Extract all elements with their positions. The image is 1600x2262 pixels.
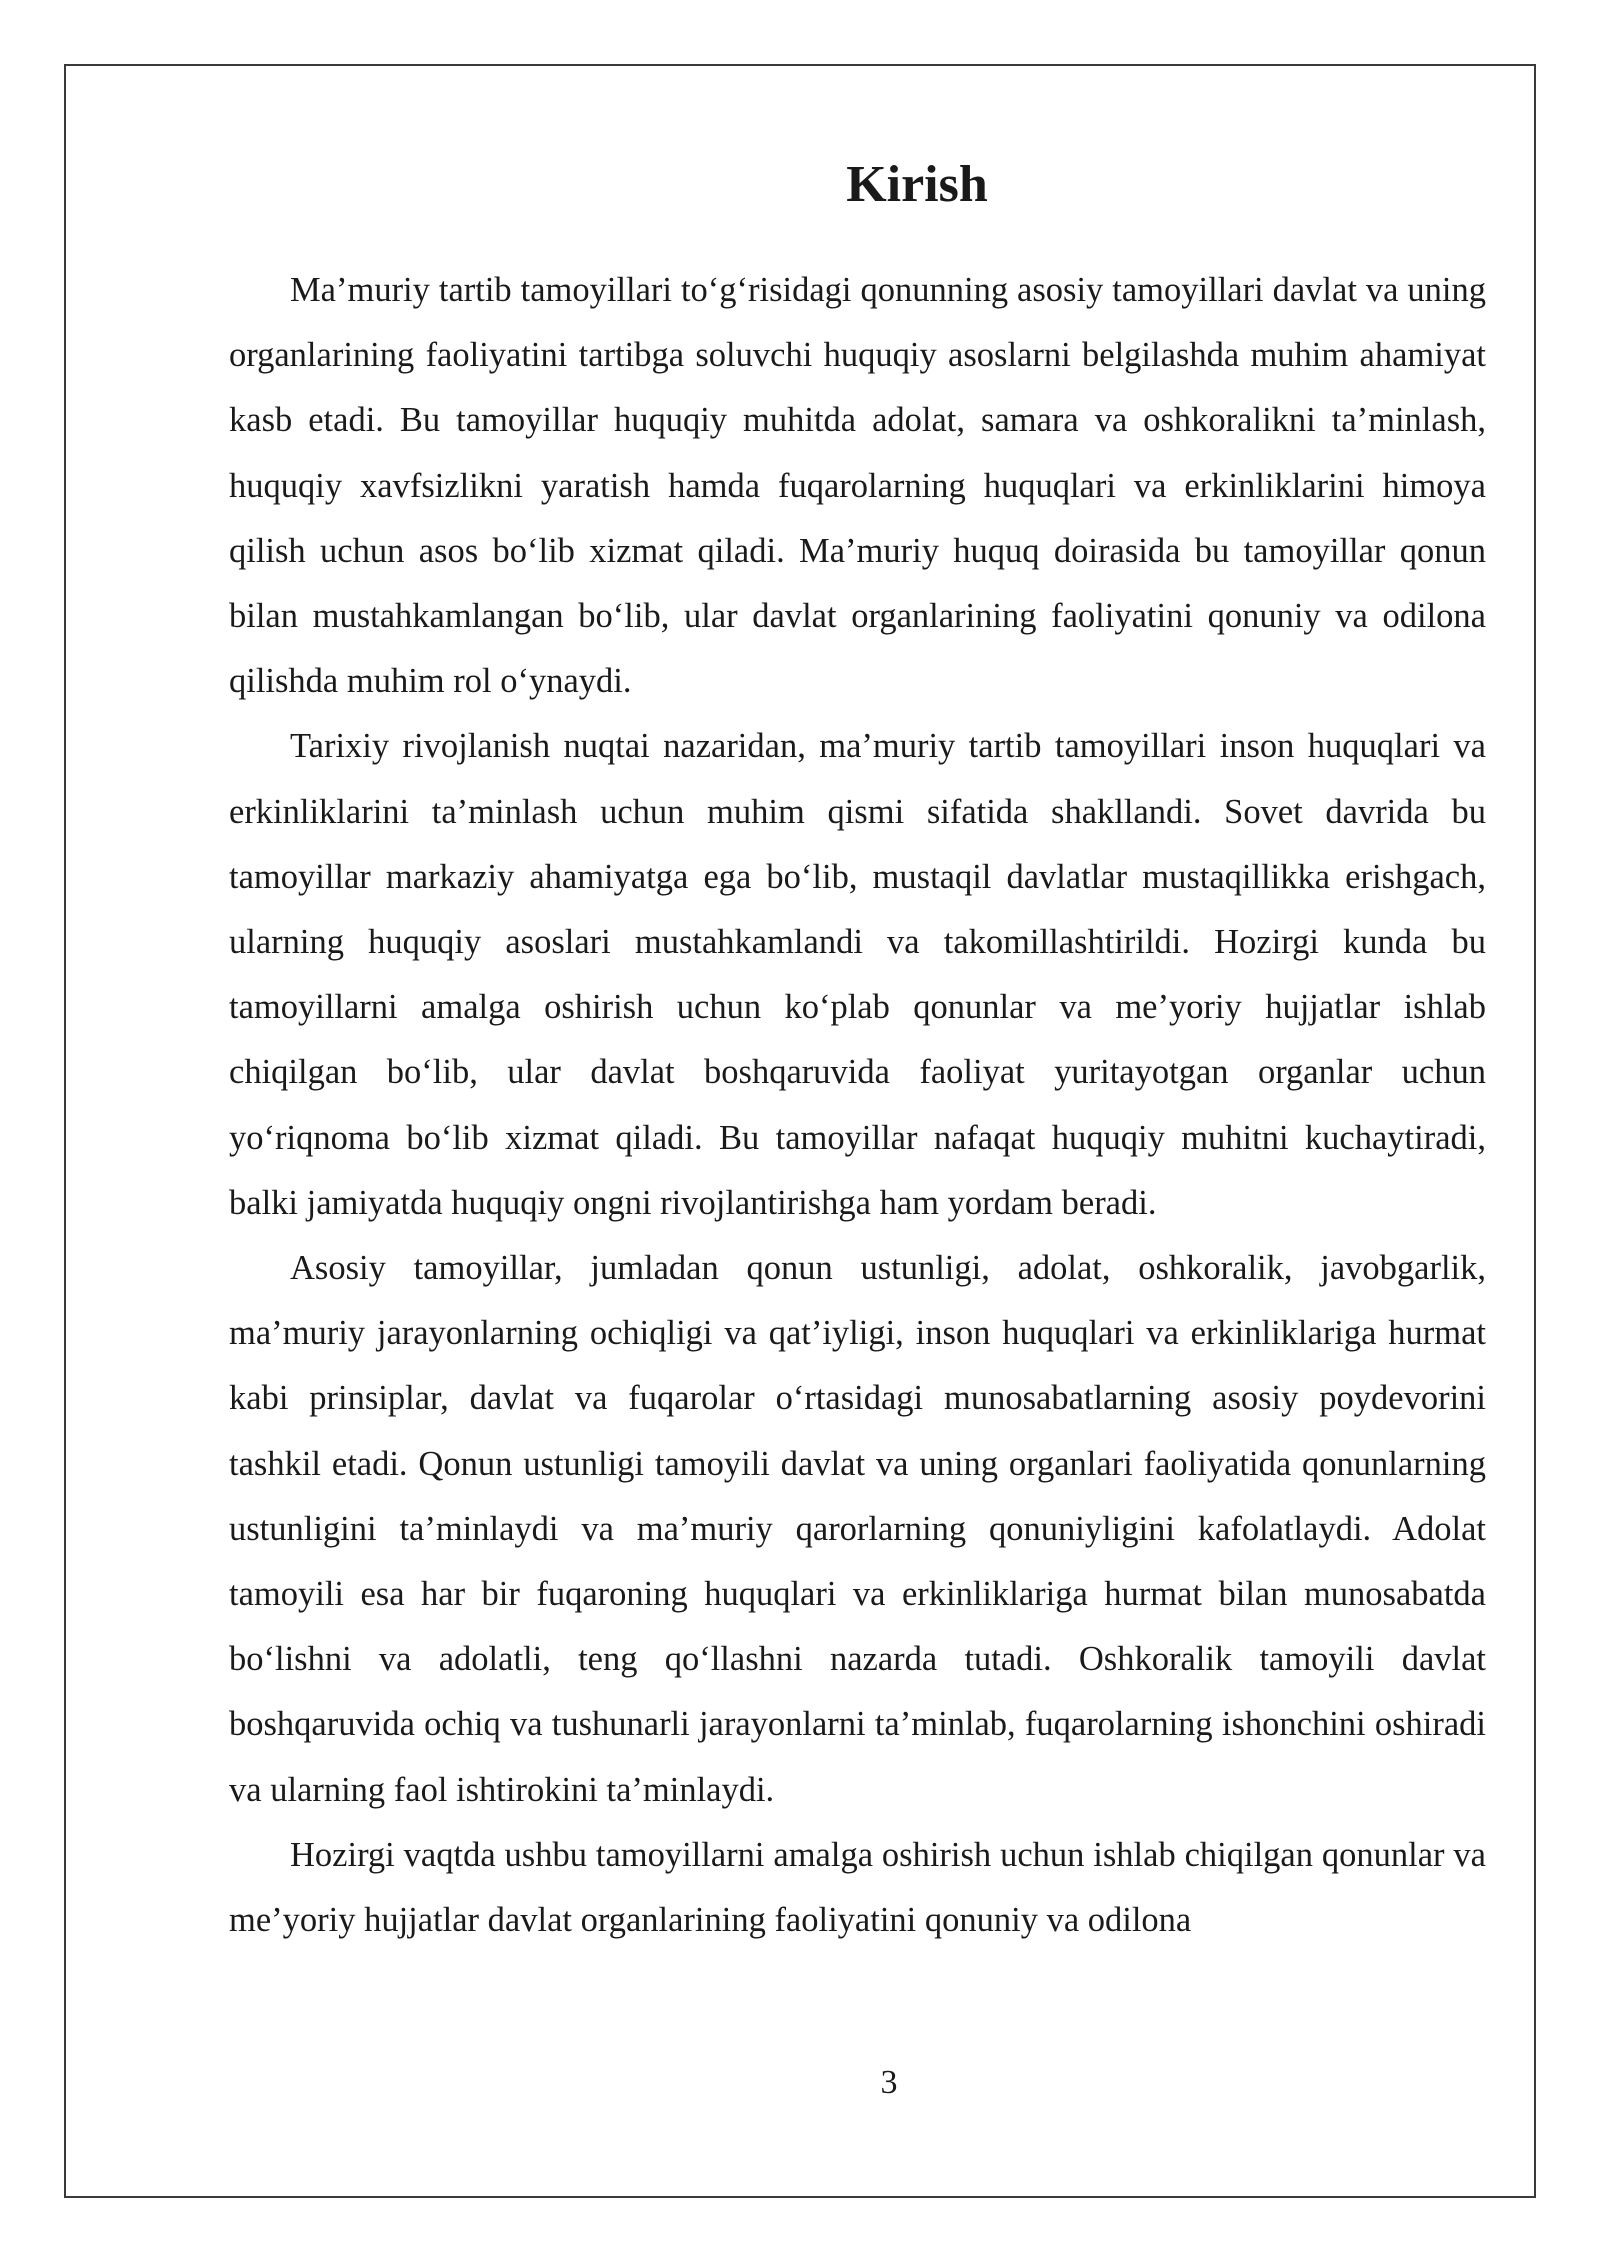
section-title: Kirish xyxy=(846,156,988,213)
paragraph-2: Tarixiy rivojlanish nuqtai nazaridan, ma’muriy tartib tamoyillari inson huquqlari va erkinliklarini ta’minlash uchun muhim qismi sifatida shakllandi. Sovet davrida bu tamoyillar markaziy ahamiyatga ega bo‘lib, mustaqil davlatlar mustaqillikka erishgach, ularning huquqiy asoslari mustahkamlandi va takomillashtirildi. Hozirgi kunda bu tamoyillarni amalga oshirish uchun ko‘plab qonunlar va me’yoriy hujjatlar ishlab chiqilgan bo‘lib, ular davlat boshqaruvida faoliyat yuritayotgan organlar uchun yo‘riqnoma bo‘lib xizmat qiladi. Bu tamoyillar nafaqat huquqiy muhitni kuchaytiradi, balki jamiyatda huquqiy ongni rivojlantirishga ham yordam beradi. xyxy=(229,727,1486,1222)
page-number: 3 xyxy=(880,2064,898,2101)
paragraph-4: Hozirgi vaqtda ushbu tamoyillarni amalga oshirish uchun ishlab chiqilgan qonunlar va me’yoriy hujjatlar davlat organlarining faoliyatini qonuniy va odilona xyxy=(229,1835,1486,1940)
paragraph-1: Ma’muriy tartib tamoyillari to‘g‘risidagi qonunning asosiy tamoyillari davlat va uning organlarining faoliyatini tartibga soluvchi huquqiy asoslarni belgilashda muhim ahamiyat kasb etadi. Bu tamoyillar huquqiy muhitda adolat, samara va oshkoralikni ta’minlash, huquqiy xavfsizlikni yaratish hamda fuqarolarning huquqlari va erkinliklarini himoya qilish uchun asos bo‘lib xizmat qiladi. Ma’muriy huquq doirasida bu tamoyillar qonun bilan mustahkamlangan bo‘lib, ular davlat organlarining faoliyatini qonuniy va odilona qilishda muhim rol o‘ynaydi. xyxy=(229,271,1486,701)
paragraph-3: Asosiy tamoyillar, jumladan qonun ustunligi, adolat, oshkoralik, javobgarlik, ma’muriy jarayonlarning ochiqligi va qat’iyligi, inson huquqlari va erkinliklariga hurmat kabi prinsiplar, davlat va fuqarolar o‘rtasidagi munosabatlarning asosiy poydevorini tashkil etadi. Qonun ustunligi tamoyili davlat va uning organlari faoliyatida qonunlarning ustunligini ta’minlaydi va ma’muriy qarorlarning qonuniyligini kafolatlaydi. Adolat tamoyili esa har bir fuqaroning huquqlari va erkinliklariga hurmat bilan munosabatda bo‘lishni va adolatli, teng qo‘llashni nazarda tutadi. Oshkoralik tamoyili davlat boshqaruvida ochiq va tushunarli jarayonlarni ta’minlab, fuqarolarning ishonchini oshiradi va ularning faol ishtirokini ta’minlaydi. xyxy=(229,1249,1486,1809)
document-body xyxy=(229,150,1486,1953)
